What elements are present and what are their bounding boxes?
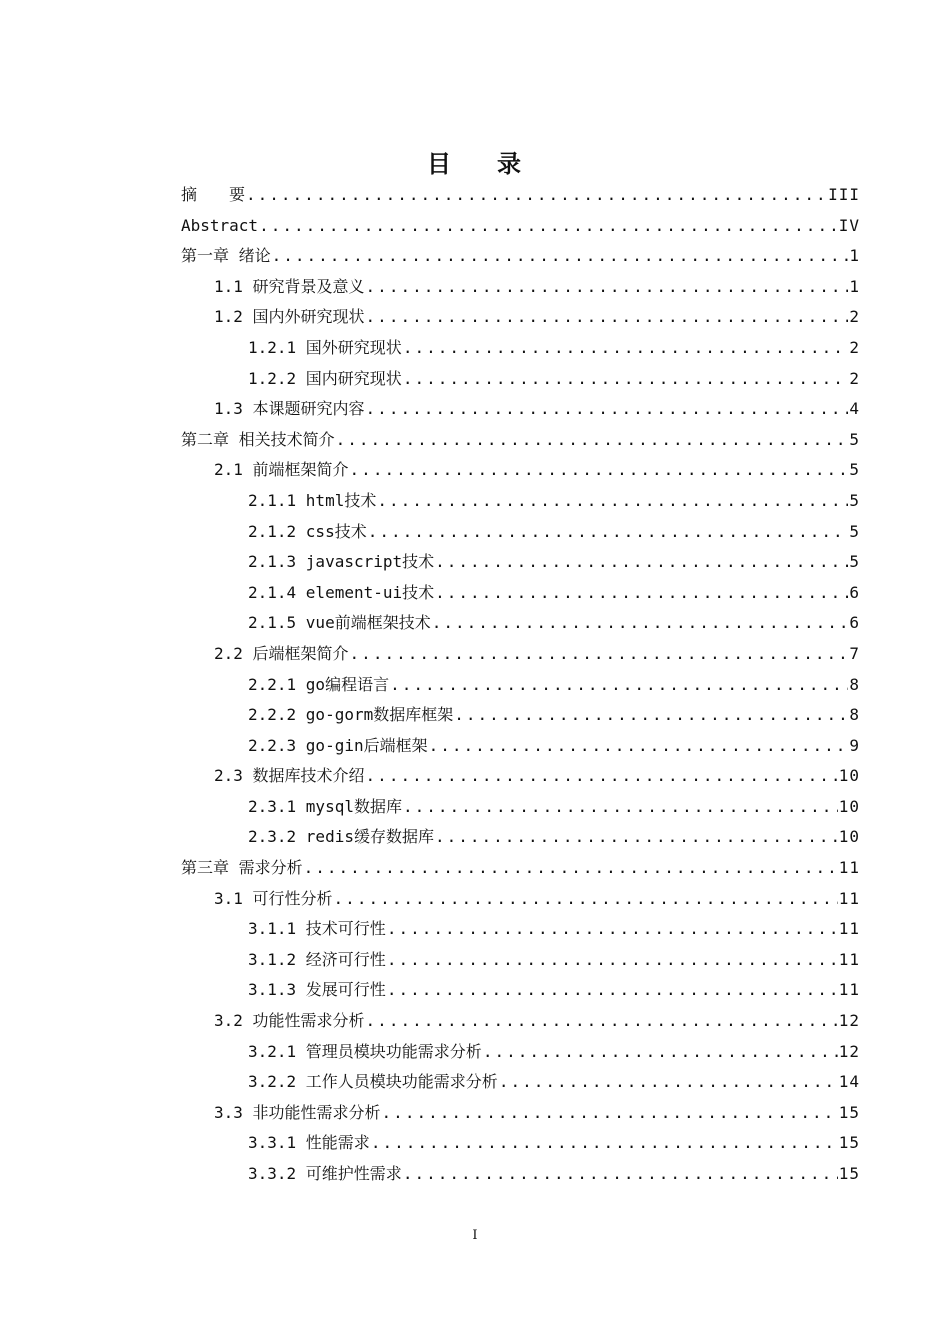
table-of-contents	[181, 180, 860, 1190]
toc-entry-page: III	[828, 185, 860, 204]
toc-entry[interactable]	[181, 547, 860, 578]
toc-entry-label: 2.1.3 javascript技术	[248, 552, 435, 572]
toc-entry[interactable]	[181, 517, 860, 548]
toc-entry-page: 5	[849, 521, 860, 541]
toc-leader-dots	[403, 364, 849, 395]
toc-entry-label: 摘 要	[181, 185, 246, 204]
toc-entry[interactable]	[181, 639, 860, 670]
toc-leader-dots	[304, 853, 838, 884]
toc-entry[interactable]	[181, 700, 860, 731]
toc-entry-label: 2.3.2 redis缓存数据库	[248, 827, 434, 847]
toc-leader-dots	[371, 1128, 838, 1159]
toc-entry-label: 3.2 功能性需求分析	[214, 1011, 365, 1031]
toc-entry[interactable]	[181, 486, 860, 517]
toc-leader-dots	[403, 333, 849, 364]
toc-leader-dots	[368, 517, 849, 548]
toc-entry-label: 1.2.1 国外研究现状	[248, 337, 402, 357]
toc-entry-page: 6	[849, 582, 860, 602]
toc-entry-label: 2.1 前端框架简介	[214, 460, 349, 480]
toc-entry[interactable]	[181, 241, 860, 272]
toc-entry[interactable]	[181, 394, 860, 425]
toc-entry[interactable]	[181, 455, 860, 486]
toc-entry[interactable]	[181, 945, 860, 976]
toc-entry-label: 3.1 可行性分析	[214, 888, 333, 908]
toc-entry-page: 12	[838, 1011, 860, 1031]
toc-leader-dots	[259, 211, 838, 242]
toc-entry[interactable]	[181, 975, 860, 1006]
toc-entry-label: 1.1 研究背景及意义	[214, 276, 365, 296]
toc-leader-dots	[387, 914, 838, 945]
toc-entry-page: 8	[849, 674, 860, 694]
toc-leader-dots	[435, 547, 848, 578]
toc-entry[interactable]	[181, 914, 860, 945]
toc-leader-dots	[429, 731, 849, 762]
toc-entry[interactable]	[181, 364, 860, 395]
toc-entry[interactable]	[181, 1067, 860, 1098]
toc-entry-page: 8	[849, 705, 860, 725]
toc-entry-page: 15	[838, 1133, 860, 1153]
toc-entry-label: 3.1.1 技术可行性	[248, 919, 386, 939]
toc-entry-label: 3.3 非功能性需求分析	[214, 1102, 381, 1122]
toc-leader-dots	[454, 700, 848, 731]
toc-leader-dots	[366, 394, 849, 425]
toc-entry-page: 11	[838, 980, 860, 1000]
toc-entry-label: 3.1.3 发展可行性	[248, 980, 386, 1000]
toc-entry-page: 11	[838, 888, 860, 908]
toc-entry[interactable]	[181, 333, 860, 364]
toc-entry[interactable]	[181, 670, 860, 701]
toc-entry-page: 11	[838, 858, 860, 878]
toc-entry-label: 2.3.1 mysql数据库	[248, 796, 402, 816]
toc-entry-page: 5	[849, 460, 860, 480]
toc-entry-page: 2	[849, 337, 860, 357]
toc-entry-label: Abstract	[181, 215, 259, 235]
toc-entry-label: 2.2.3 go-gin后端框架	[248, 735, 428, 755]
toc-entry[interactable]	[181, 608, 860, 639]
toc-entry-label: 3.3.2 可维护性需求	[248, 1164, 402, 1183]
toc-entry-page: 11	[838, 949, 860, 969]
toc-leader-dots	[336, 425, 849, 456]
toc-leader-dots	[366, 1006, 838, 1037]
toc-leader-dots	[246, 180, 827, 211]
toc-entry[interactable]	[181, 1037, 860, 1068]
toc-entry-page: 15	[838, 1102, 860, 1122]
toc-entry-label: 2.1.4 element-ui技术	[248, 582, 435, 602]
toc-entry-label: 1.2.2 国内研究现状	[248, 368, 402, 388]
toc-entry-page: 10	[838, 827, 860, 847]
toc-entry-label: 第二章 相关技术简介	[181, 429, 335, 449]
toc-leader-dots	[366, 302, 849, 333]
title-char-1: 目	[427, 150, 453, 178]
toc-entry-page: 6	[849, 613, 860, 633]
toc-leader-dots	[435, 578, 848, 609]
toc-leader-dots	[435, 822, 838, 853]
toc-entry-label: 3.2.2 工作人员模块功能需求分析	[248, 1072, 498, 1092]
toc-entry[interactable]	[181, 180, 860, 211]
toc-leader-dots	[350, 455, 849, 486]
toc-entry-label: 第三章 需求分析	[181, 858, 303, 878]
toc-leader-dots	[350, 639, 849, 670]
toc-entry-page: 9	[849, 735, 860, 755]
toc-entry[interactable]	[181, 425, 860, 456]
toc-entry-label: 2.1.1 html技术	[248, 490, 377, 510]
toc-leader-dots	[483, 1037, 838, 1068]
toc-leader-dots	[366, 272, 849, 303]
toc-entry-page: IV	[838, 215, 860, 235]
toc-entry[interactable]	[181, 302, 860, 333]
toc-leader-dots	[403, 1159, 838, 1190]
toc-entry-label: 2.2.2 go-gorm数据库框架	[248, 705, 454, 725]
toc-leader-dots	[390, 670, 848, 701]
toc-entry-label: 3.1.2 经济可行性	[248, 949, 386, 969]
toc-entry[interactable]	[181, 1098, 860, 1129]
toc-entry-label: 3.2.1 管理员模块功能需求分析	[248, 1041, 482, 1061]
toc-entry-page: 11	[838, 919, 860, 939]
toc-leader-dots	[499, 1067, 838, 1098]
toc-entry-page: 2	[849, 368, 860, 388]
toc-entry-page: 12	[838, 1041, 860, 1061]
title-char-2: 录	[497, 150, 523, 178]
toc-entry-page: 5	[849, 490, 860, 510]
page-title	[0, 146, 950, 182]
toc-entry[interactable]	[181, 1006, 860, 1037]
toc-entry[interactable]	[181, 1128, 860, 1159]
toc-entry[interactable]	[181, 822, 860, 853]
toc-leader-dots	[272, 241, 849, 272]
toc-entry-page: 1	[849, 276, 860, 296]
toc-entry-label: 1.2 国内外研究现状	[214, 307, 365, 327]
toc-entry-label: 2.1.2 css技术	[248, 521, 367, 541]
toc-entry-page: 1	[849, 246, 860, 266]
toc-entry[interactable]	[181, 853, 860, 884]
toc-entry-label: 第一章 绪论	[181, 246, 271, 266]
toc-entry-label: 3.3.1 性能需求	[248, 1133, 370, 1153]
toc-entry-label: 2.2.1 go编程语言	[248, 674, 390, 694]
toc-leader-dots	[366, 761, 838, 792]
toc-entry-page: 5	[849, 552, 860, 572]
toc-entry[interactable]	[181, 272, 860, 303]
toc-entry-label: 2.3 数据库技术介绍	[214, 766, 365, 786]
toc-entry-label: 1.3 本课题研究内容	[214, 399, 365, 419]
toc-entry[interactable]	[181, 731, 860, 762]
toc-entry-page: 15	[838, 1164, 860, 1183]
toc-leader-dots	[432, 608, 849, 639]
toc-leader-dots	[387, 975, 838, 1006]
toc-leader-dots	[387, 945, 838, 976]
toc-entry-page: 4	[849, 399, 860, 419]
toc-entry[interactable]	[181, 578, 860, 609]
toc-entry-page: 10	[838, 766, 860, 786]
toc-entry-page: 7	[849, 643, 860, 663]
toc-entry[interactable]	[181, 884, 860, 915]
toc-entry-label: 2.1.5 vue前端框架技术	[248, 613, 431, 633]
toc-entry[interactable]	[181, 1159, 860, 1190]
toc-entry-page: 2	[849, 307, 860, 327]
toc-leader-dots	[334, 884, 838, 915]
toc-leader-dots	[377, 486, 848, 517]
toc-leader-dots	[382, 1098, 838, 1129]
toc-entry[interactable]	[181, 792, 860, 823]
toc-entry-page: 14	[838, 1072, 860, 1092]
toc-leader-dots	[403, 792, 838, 823]
toc-entry-page: 5	[849, 429, 860, 449]
toc-entry-label: 2.2 后端框架简介	[214, 643, 349, 663]
toc-entry[interactable]	[181, 761, 860, 792]
toc-entry[interactable]	[181, 211, 860, 242]
footer-page-number: I	[472, 1228, 478, 1243]
toc-entry-page: 10	[838, 796, 860, 816]
